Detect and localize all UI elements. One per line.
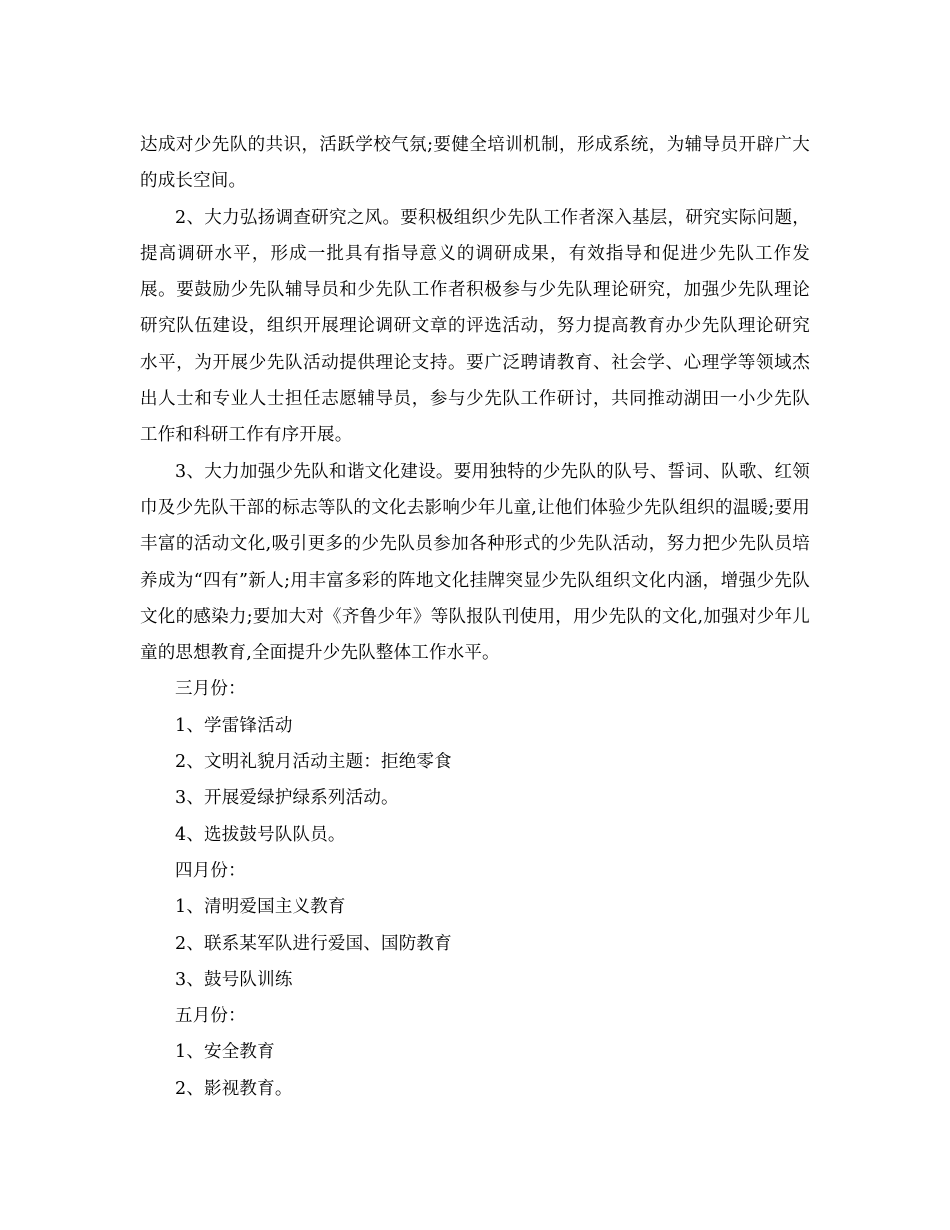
- list-item: 2、文明礼貌月活动主题：拒绝零食: [175, 752, 452, 773]
- paragraph-point-2: 2、大力弘扬调查研究之风。要积极组织少先队工作者深入基层，研究实际问题，提高调研水平，形成一批具有指导意义的调研成果，有效指导和促进少先队工作发展。要鼓励少先队辅导员和少先队工作者积极参与少先队理论研究，加强少先队理论研究队伍建设，组织开展理论调研文章的评选活动，努力提高教育办少先队理论研究水平，为开展少先队活动提供理论支持。要广泛聘请教育、社会学、心理学等领域杰出人士和专业人士担任志愿辅导员，参与少先队工作研讨，共同推动湖田一小少先队工作和科研工作有序开展。: [140, 207, 810, 446]
- paragraph-point-3: 3、大力加强少先队和谐文化建设。要用独特的少先队的队号、誓词、队歌、红领巾及少先队干部的标志等队的文化去影响少年儿童,让他们体验少先队组织的温暖;要用丰富的活动文化,吸引更多的少先队员参加各种形式的少先队活动，努力把少先队员培养成为“四有”新人;用丰富多彩的阵地文化挂牌突显少先队组织文化内涵，增强少先队文化的感染力;要加大对《齐鲁少年》等队报队刊使用，用少先队的文化,加强对少年儿童的思想教育,全面提升少先队整体工作水平。: [140, 461, 810, 664]
- month-heading-may: 五月份：: [175, 1006, 246, 1027]
- document-page: [140, 127, 810, 1107]
- month-section-march: [140, 671, 810, 852]
- list-item: 3、鼓号队训练: [175, 969, 293, 990]
- month-heading-march: 三月份：: [175, 679, 246, 700]
- month-section-may: [140, 998, 810, 1107]
- list-item: 1、清明爱国主义教育: [175, 897, 346, 918]
- list-item: 2、联系某军队进行爱国、国防教育: [175, 933, 452, 954]
- paragraph-continuation: 达成对少先队的共识，活跃学校气氛;要健全培训机制，形成系统，为辅导员开辟广大的成长空间。: [140, 135, 810, 192]
- list-item: 1、安全教育: [175, 1042, 275, 1063]
- month-section-april: [140, 853, 810, 998]
- list-item: 3、开展爱绿护绿系列活动。: [175, 788, 399, 809]
- list-item: 1、学雷锋活动: [175, 715, 293, 736]
- month-heading-april: 四月份：: [175, 860, 246, 881]
- list-item: 2、影视教育。: [175, 1078, 293, 1099]
- list-item: 4、选拔鼓号队队员。: [175, 824, 346, 845]
